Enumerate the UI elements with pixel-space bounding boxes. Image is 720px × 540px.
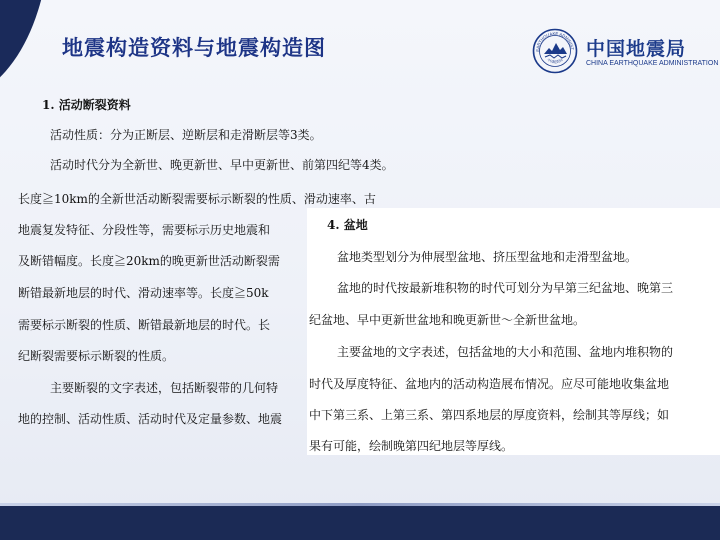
paragraph-line: 主要盆地的文字表述，包括盆地的大小和范围、盆地内堆积物的: [337, 345, 674, 359]
paragraph-line: 长度≧10km的全新世活动断裂需要标示断裂的性质、滑动速率、古: [18, 192, 376, 206]
paragraph-line: 地的控制、活动性质、活动时代及定量参数、地震: [18, 412, 283, 426]
paragraph-line: 需要标示断裂的性质、断错最新地层的时代。长: [18, 318, 271, 332]
paragraph-line: 盆地类型划分为伸展型盆地、挤压型盆地和走滑型盆地。: [337, 250, 638, 264]
section-heading: 4. 盆地: [327, 218, 368, 232]
paragraph-line: 中下第三系、上第三系、第四系地层的厚度资料，绘制其等厚线；如: [309, 408, 670, 422]
paragraph-line: 活动时代分为全新世、晚更新世、早中更新世、前第四纪等4类。: [50, 158, 394, 172]
paragraph-line: 断错最新地层的时代、滑动速率等。长度≧50k: [18, 286, 269, 300]
seal-bottom-text: 中国地震局: [546, 57, 564, 64]
earthquake-administration-seal-icon: [532, 28, 578, 74]
section-heading: 1. 活动断裂资料: [42, 98, 131, 112]
corner-decoration: [0, 0, 50, 100]
logo-name-cn: 中国地震局: [586, 38, 687, 60]
seal-ring-text: EARTHQUAKE ADMINIST: [534, 30, 576, 52]
paragraph-line: 活动性质：分为正断层、逆断层和走滑断层等3类。: [50, 128, 322, 142]
paragraph-line: 纪断裂需要标示断裂的性质。: [18, 349, 175, 363]
footer-band: [0, 506, 720, 540]
section-basins: [307, 208, 720, 455]
logo: [532, 28, 719, 76]
paragraph-line: 纪盆地、早中更新世盆地和晚更新世～全新世盆地。: [309, 313, 586, 327]
paragraph-line: 主要断裂的文字表述，包括断裂带的几何特: [50, 381, 279, 395]
slide-title: 地震构造资料与地震构造图: [62, 36, 326, 60]
paragraph-line: 盆地的时代按最新堆积物的时代可划分为早第三纪盆地、晚第三: [337, 281, 674, 295]
paragraph-line: 时代及厚度特征、盆地内的活动构造展布情况。应尽可能地收集盆地: [309, 377, 670, 391]
logo-name-en: CHINA EARTHQUAKE ADMINISTRATION: [586, 60, 719, 67]
paragraph-line: 及断错幅度。长度≧20km的晚更新世活动断裂需: [18, 254, 280, 268]
paragraph-line: 果有可能，绘制晚第四纪地层等厚线。: [309, 439, 514, 453]
paragraph-line: 地震复发特征、分段性等，需要标示历史地震和: [18, 223, 271, 237]
